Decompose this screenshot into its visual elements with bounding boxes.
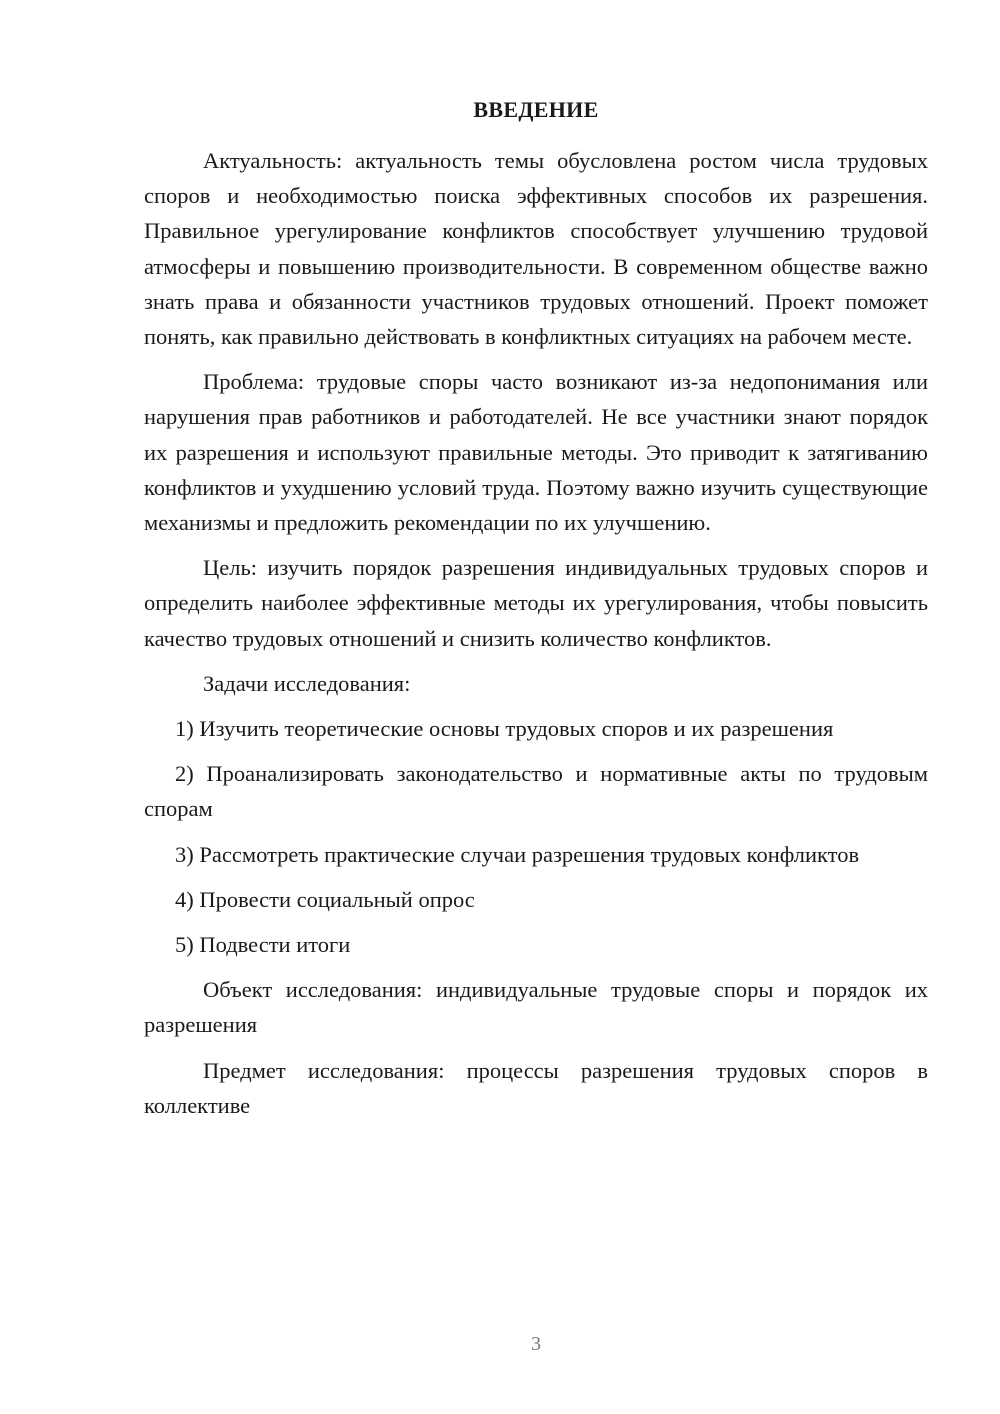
task-item: 5) Подвести итоги [175, 932, 351, 958]
page-number: 3 [531, 1333, 541, 1355]
paragraph-problem: Проблема: трудовые споры часто возникают из-за недопонимания или нарушения прав работников и работодателей. Не все участники знают порядок их разрешения и используют правильные методы. Это приводит к затягиванию конфликтов и ухудшению условий труда. Поэтому важно изучить существующие механизмы и предложить рекомендации по их улучшению. [144, 369, 928, 536]
task-item: 4) Провести социальный опрос [175, 886, 475, 912]
paragraph-subject: Предмет исследования: процессы разрешения трудовых споров в коллективе [144, 1057, 928, 1118]
paragraph-tasks-heading: Задачи исследования: [203, 670, 411, 696]
paragraph-relevance: Актуальность: актуальность темы обусловлена ростом числа трудовых споров и необходимостью поиска эффективных способов их разрешения. Правильное урегулирование конфликтов способствует улучшению трудовой атмосферы и повышению производительности. В современном обществе важно знать права и обязанности участников трудовых отношений. Проект поможет понять, как правильно действовать в конфликтных ситуациях на рабочем месте. [144, 148, 928, 350]
task-item: 1) Изучить теоретические основы трудовых споров и их разрешения [175, 716, 834, 742]
paragraph-object: Объект исследования: индивидуальные трудовые споры и порядок их разрешения [144, 977, 928, 1038]
document-body [144, 143, 928, 1133]
paragraph-goal: Цель: изучить порядок разрешения индивидуальных трудовых споров и определить наиболее эффективные методы их урегулирования, чтобы повысить качество трудовых отношений и снизить количество конфликтов. [144, 555, 928, 651]
task-item: 3) Рассмотреть практические случаи разрешения трудовых конфликтов [175, 841, 860, 867]
task-item: 2) Проанализировать законодательство и нормативные акты по трудовым спорам [144, 761, 928, 822]
section-heading: ВВЕДЕНИЕ [473, 97, 599, 122]
